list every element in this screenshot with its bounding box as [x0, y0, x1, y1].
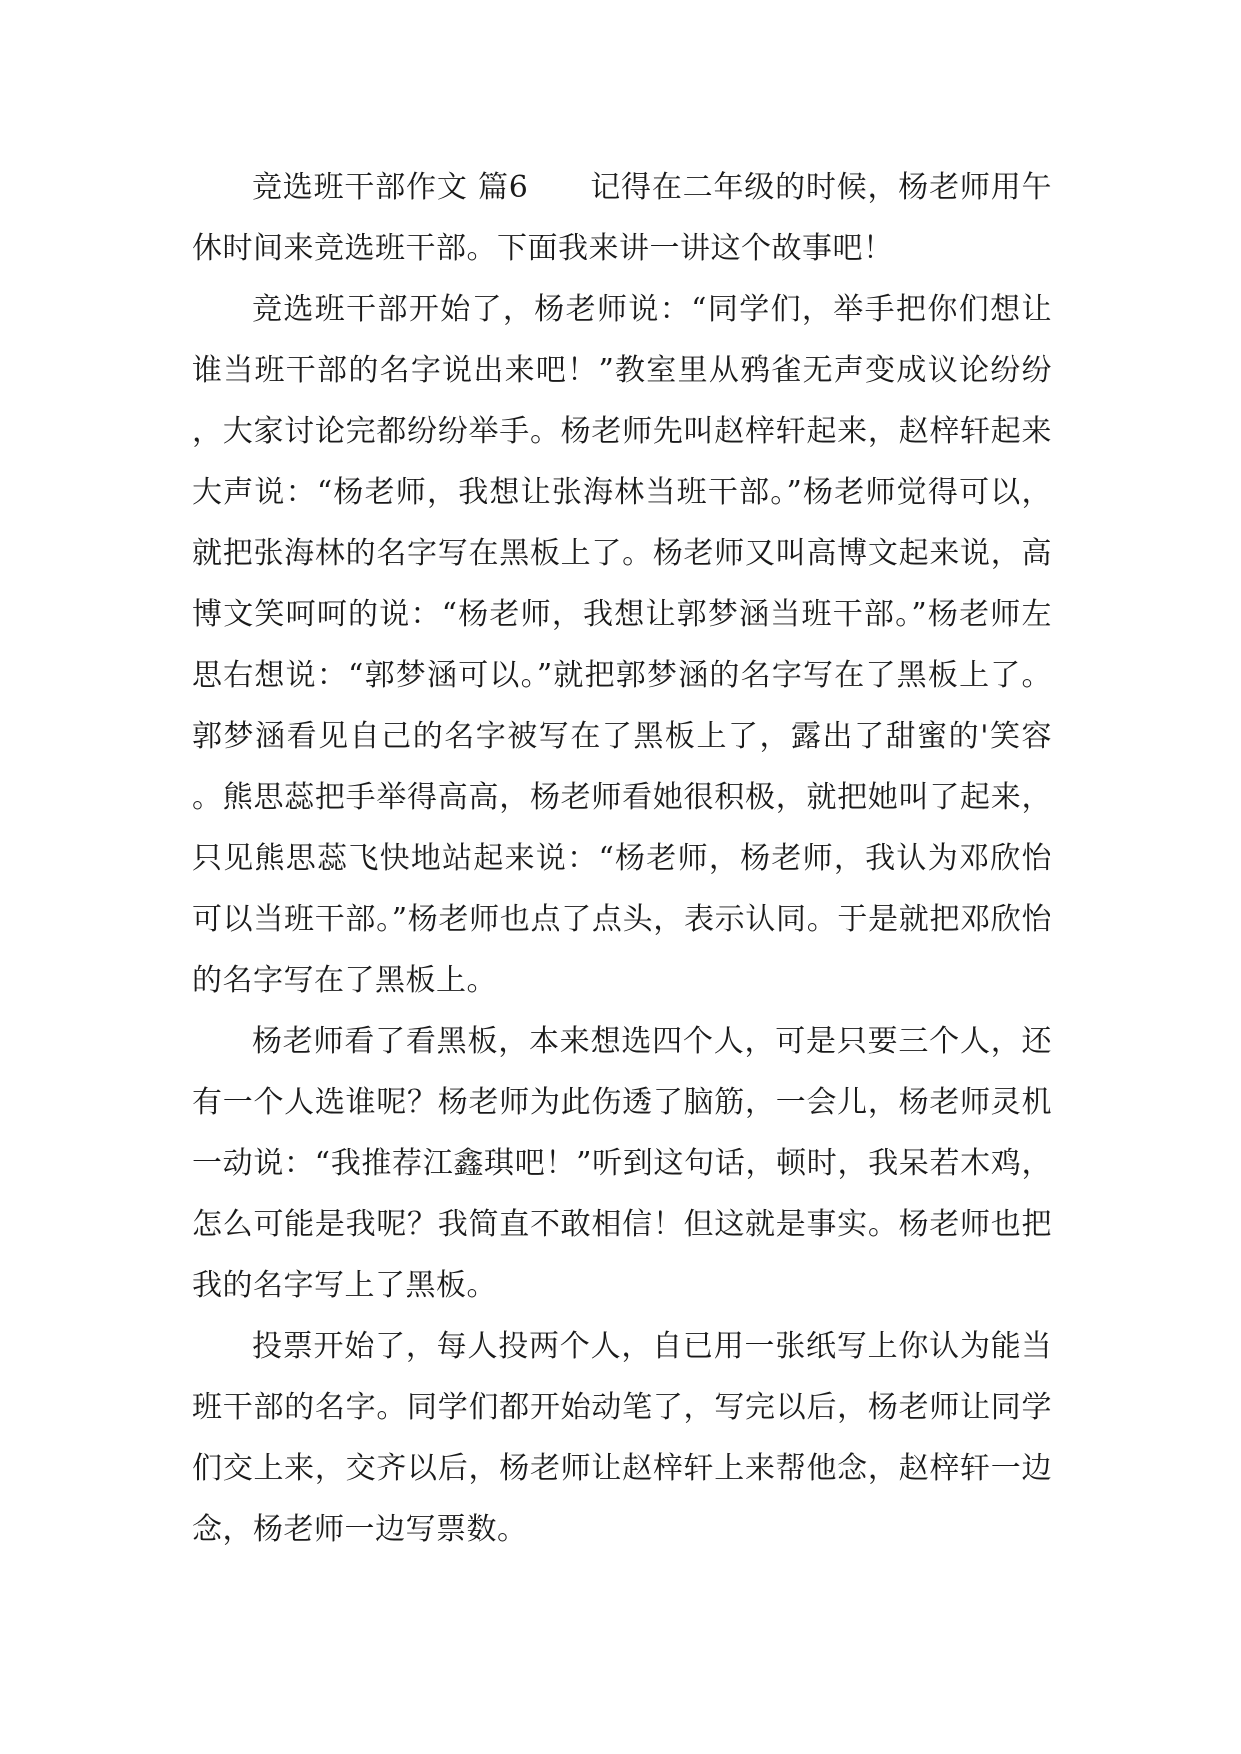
paragraph-2: 竞选班干部开始了，杨老师说：“同学们，举手把你们想让谁当班干部的名字说出来吧！”教室里从鸦雀无声变成议论纷纷，大家讨论完都纷纷举手。杨老师先叫赵梓轩起来，赵梓轩起来大声说：“杨老师，我想让张海林当班干部。”杨老师觉得可以，就把张海林的名字写在黑板上了。杨老师又叫高博文起来说，高博文笑呵呵的说：“杨老师，我想让郭梦涵当班干部。”杨老师左思右想说：“郭梦涵可以。”就把郭梦涵的名字写在了黑板上了。郭梦涵看见自己的名字被写在了黑板上了，露出了甜蜜的'笑容。熊思蕊把手举得高高，杨老师看她很积极，就把她叫了起来，只见熊思蕊飞快地站起来说：“杨老师，杨老师，我认为邓欣怡可以当班干部。”杨老师也点了点头，表示认同。于是就把邓欣怡的名字写在了黑板上。	[192, 292, 1052, 998]
document-body	[192, 157, 1052, 1560]
paragraph-4: 投票开始了，每人投两个人，自已用一张纸写上你认为能当班干部的名字。同学们都开始动笔了，写完以后，杨老师让同学们交上来，交齐以后，杨老师让赵梓轩上来帮他念，赵梓轩一边念，杨老师一边写票数。	[192, 1329, 1052, 1547]
paragraph-3: 杨老师看了看黑板，本来想选四个人，可是只要三个人，还有一个人选谁呢？杨老师为此伤透了脑筋，一会儿，杨老师灵机一动说：“我推荐江鑫琪吧！”听到这句话，顿时，我呆若木鸡，怎么可能是我呢？我简直不敢相信！但这就是事实。杨老师也把我的名字写上了黑板。	[192, 1024, 1052, 1303]
paragraph-1: 竞选班干部作文 篇6 记得在二年级的时候，杨老师用午休时间来竞选班干部。下面我来讲一讲这个故事吧！	[192, 170, 1052, 266]
